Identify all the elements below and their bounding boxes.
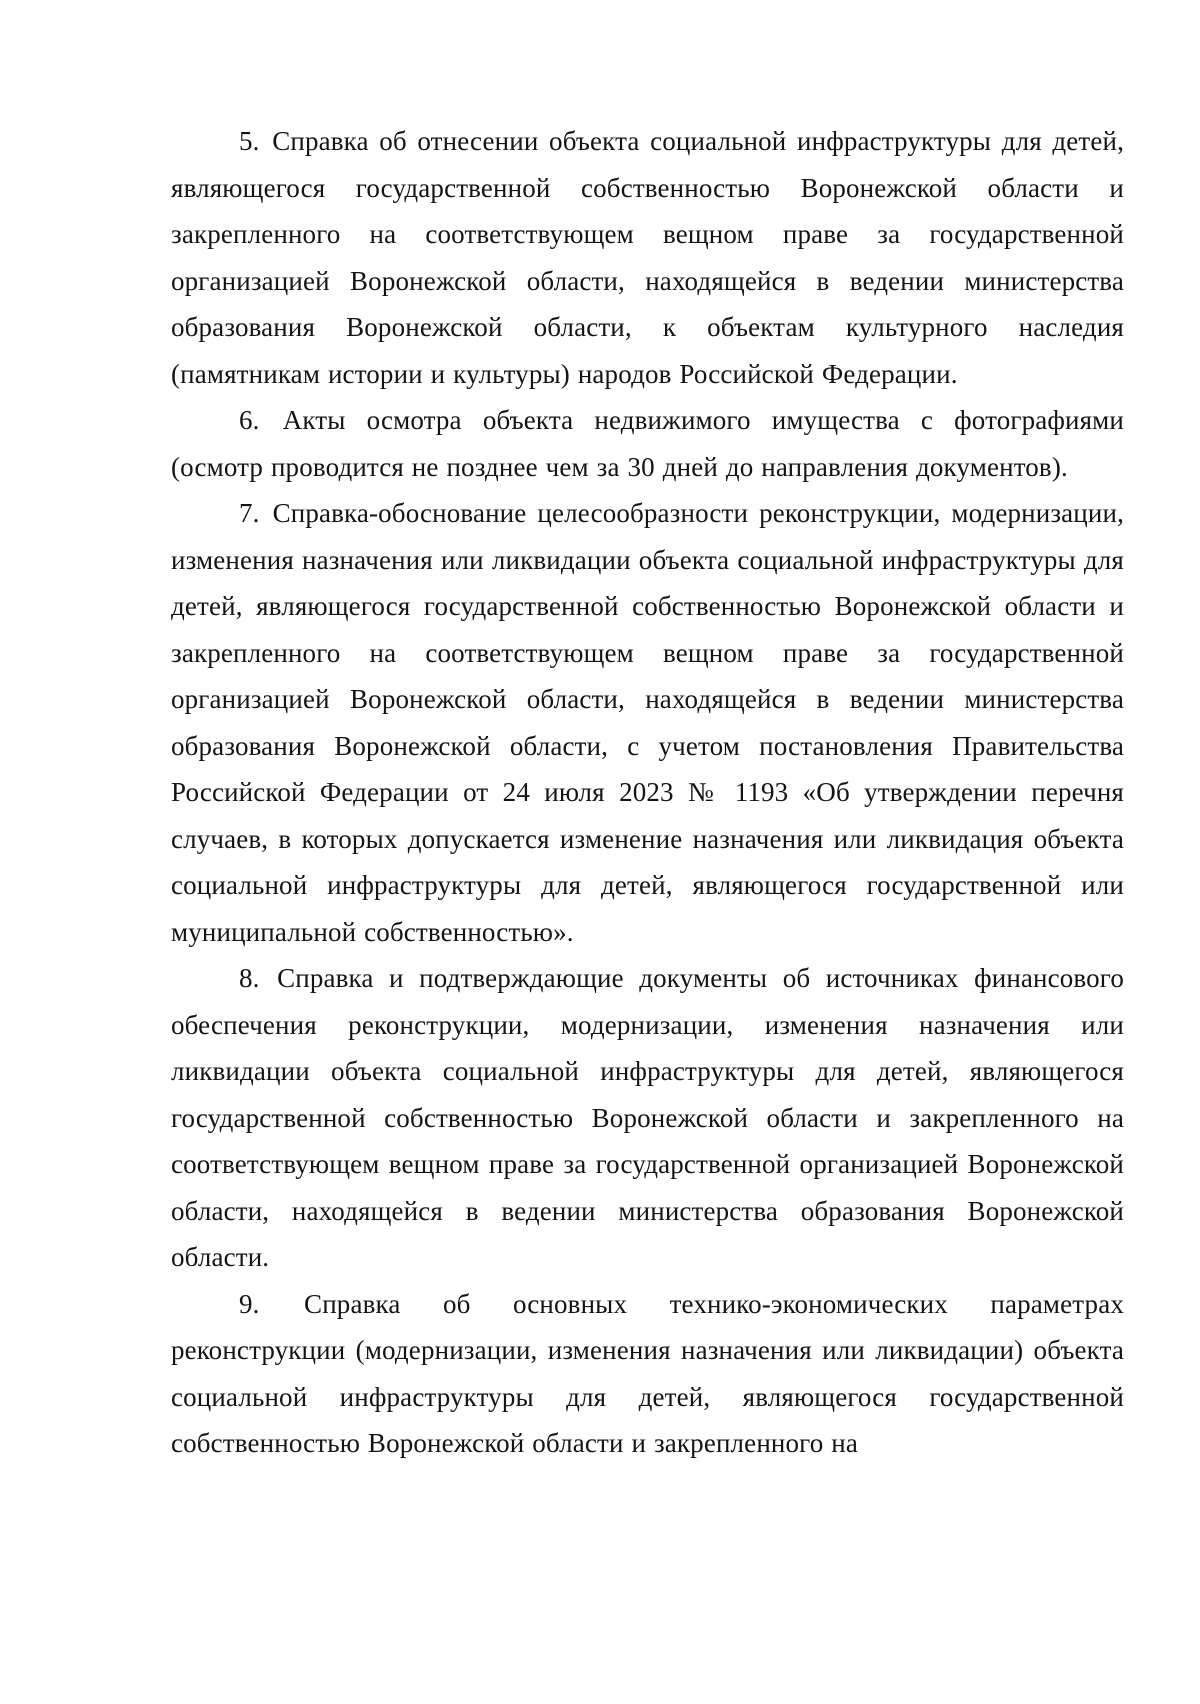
list-item-5 [171,118,1124,397]
list-item-6 [171,397,1124,490]
item-text: Справка об отнесении объекта социальной инфраструктуры для детей, являющегося государственной собственностью Воронежской области и закрепленного на соответствующем вещном праве за государственной организацией Воронежской области, находящейся в ведении министерства образования Воронежской области, к объектам культурного наследия (памятникам истории и культуры) народов Российской Федерации. [171,126,1124,389]
item-text: Акты осмотра объекта недвижимого имущества с фотографиями (осмотр проводится не позднее чем за 30 дней до направления документов). [171,405,1124,482]
item-text: Справка и подтверждающие документы об источниках финансового обеспечения реконструкции, модернизации, изменения назначения или ликвидации объекта социальной инфраструктуры для детей, являющегося государственной собственностью Воронежской области и закрепленного на соответствующем вещном праве за государственной организацией Воронежской области, находящейся в ведении министерства образования Воронежской области. [171,963,1125,1272]
item-number: 6. [239,405,260,435]
item-text: Справка-обоснование целесообразности реконструкции, модернизации, изменения назначения или ликвидации объекта социальной инфраструктуры для детей, являющегося государственной собственностью Воронежской области и закрепленного на соответствующем вещном праве за государственной организацией Воронежской области, находящейся в ведении министерства образования Воронежской области, с учетом постановления Правительства Российской Федерации от 24 июля 2023 № 1193 «Об утверждении перечня случаев, в которых допускается изменение назначения или ликвидация объекта социальной инфраструктуры для детей, являющегося государственной или муниципальной собственностью». [171,498,1124,947]
list-item-8 [171,955,1124,1281]
item-number: 5. [239,126,260,156]
item-number: 9. [239,1288,260,1319]
list-item-9 [171,1281,1124,1467]
list-item-7 [171,490,1124,955]
item-number: 8. [239,963,260,993]
item-text: Справка об основных технико-экономических параметрах реконструкции (модернизации, изменения назначения или ликвидации) объекта социальной инфраструктуры для детей, являющегося государственной собственностью Воронежской области и закрепленного на [171,1288,1124,1458]
item-number: 7. [239,498,260,528]
